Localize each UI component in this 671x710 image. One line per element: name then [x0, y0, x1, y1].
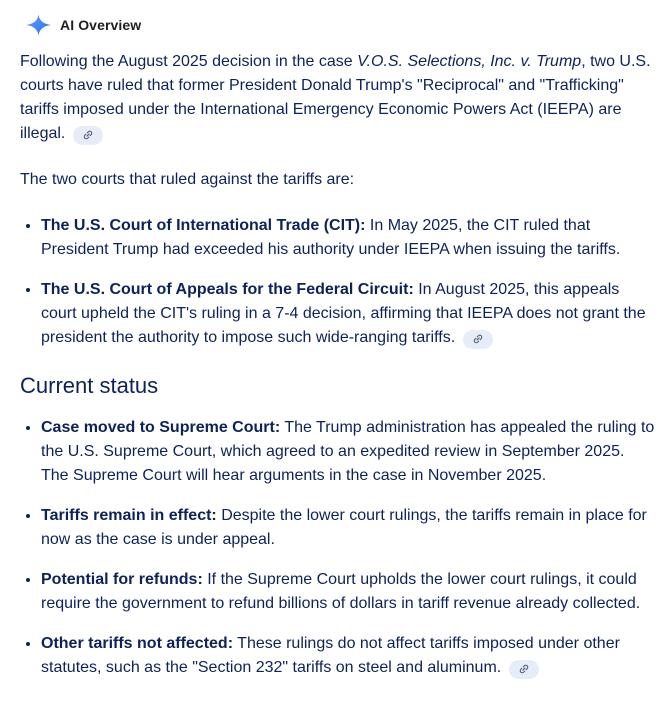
- intro-text-1: Following the August 2025 decision in the case: [20, 53, 358, 70]
- list-item: [20, 214, 655, 262]
- list-item: [20, 416, 655, 488]
- status-list: [20, 416, 655, 680]
- link-icon: [80, 127, 97, 144]
- current-status-heading: Current status: [20, 373, 159, 398]
- intro-text-2: , two U.S. courts have ruled that former President Donald Trump's "Reciprocal" and "Trafficking" tariffs imposed under the International Emergency Economic Powers Act (IEEPA) are illegal.: [20, 53, 651, 142]
- citation-chip[interactable]: [509, 660, 539, 679]
- status-detail: Despite the lower court rulings, the tariffs remain in place for now as the case is under appeal.: [41, 507, 647, 548]
- ai-sparkle-icon: [26, 14, 51, 36]
- courts-list: [20, 214, 655, 350]
- intro-paragraph: [20, 50, 655, 146]
- status-label: Potential for refunds:: [41, 571, 203, 588]
- lead-in-text: The two courts that ruled against the tariffs are:: [20, 171, 355, 188]
- citation-chip[interactable]: [463, 330, 493, 349]
- court-detail: In August 2025, this appeals court upheld the CIT's ruling in a 7-4 decision, affirming that IEEPA does not grant the president the authority to impose such wide-ranging tariffs.: [41, 281, 646, 346]
- court-name: The U.S. Court of Appeals for the Federal Circuit:: [41, 281, 414, 298]
- status-detail: If the Supreme Court upholds the lower court rulings, it could require the government to refund billions of dollars in tariff revenue already collected.: [41, 571, 641, 612]
- list-item: [20, 632, 655, 680]
- link-icon: [470, 331, 487, 348]
- list-item: [20, 504, 655, 552]
- status-detail: These rulings do not affect tariffs imposed under other statutes, such as the "Section 232" tariffs on steel and aluminum.: [41, 635, 620, 676]
- court-detail: In May 2025, the CIT ruled that President Trump had exceeded his authority under IEEPA when issuing the tariffs.: [41, 217, 621, 258]
- status-label: Other tariffs not affected:: [41, 635, 234, 652]
- status-label: Tariffs remain in effect:: [41, 507, 217, 524]
- ai-overview-header: [20, 10, 655, 38]
- status-detail: The Trump administration has appealed the ruling to the U.S. Supreme Court, which agreed to an expedited review in September 2025. The Supreme Court will hear arguments in the case in November 2025.: [41, 419, 655, 484]
- link-icon: [516, 661, 533, 678]
- list-item: [20, 568, 655, 616]
- court-name: The U.S. Court of International Trade (CIT):: [41, 217, 366, 234]
- status-label: Case moved to Supreme Court:: [41, 419, 281, 436]
- ai-overview-title: AI Overview: [60, 17, 142, 33]
- citation-chip[interactable]: [73, 126, 103, 145]
- list-item: [20, 278, 655, 350]
- case-name: V.O.S. Selections, Inc. v. Trump: [357, 53, 582, 70]
